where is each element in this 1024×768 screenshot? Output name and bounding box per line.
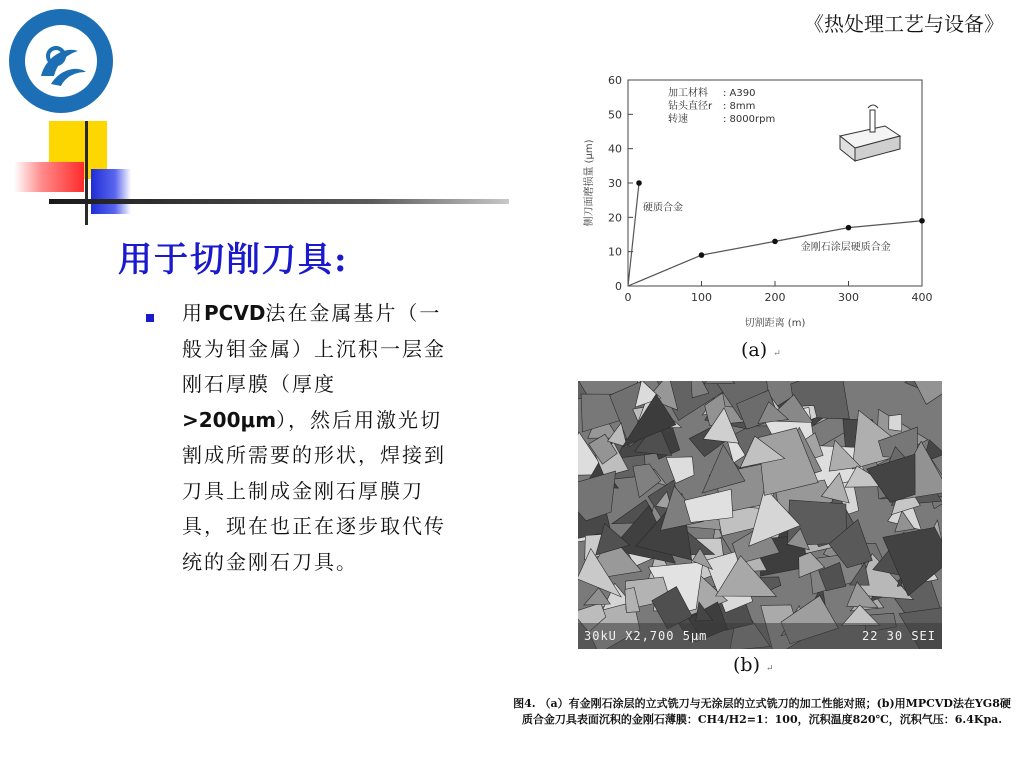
- decor-red-bar: [14, 162, 84, 192]
- bullet-rest: ），然后用激光切割成所需要的形状，焊接到刀具上制成金刚石厚膜刀具，现在也正在逐步取代传统的金刚石刀具。: [182, 407, 446, 574]
- x-tick-label: 0: [624, 291, 632, 304]
- info-value: : 8000rpm: [723, 114, 776, 125]
- milling-illustration-icon: [840, 105, 900, 161]
- sem-id-text: 22 30 SEI: [861, 629, 936, 643]
- pcvd-term: PCVD: [204, 301, 266, 325]
- x-axis-label: 切割距离 (m): [744, 318, 806, 329]
- bullet-mid: 法在金属基片（一般为钼金属）上沉积一层金刚石厚膜（厚度: [182, 301, 446, 396]
- thickness-value: >200μm: [182, 407, 277, 432]
- x-tick-label: 400: [911, 291, 933, 304]
- wear-chart-svg: [578, 66, 960, 336]
- y-tick-label: 30: [608, 177, 622, 190]
- sem-micrograph: [578, 381, 942, 649]
- data-point: [846, 225, 852, 231]
- subfigure-a-label: [741, 339, 781, 361]
- diamond-crystal-image: [578, 381, 942, 649]
- wear-chart: [578, 66, 960, 336]
- x-tick-label: 100: [691, 291, 712, 304]
- series-label-diamond-coated: 金刚石涂层硬质合金: [800, 241, 891, 253]
- y-tick-label: 20: [608, 211, 622, 225]
- decor-blue-square: [91, 169, 131, 214]
- sem-scale-text: 30kU X2,700 5μm: [584, 629, 708, 643]
- sub-a-text: (a): [741, 339, 768, 361]
- series-line: [628, 183, 639, 286]
- university-logo: [6, 6, 116, 116]
- data-point: [699, 252, 705, 258]
- info-value: : A390: [723, 88, 756, 99]
- subfigure-b-label: [733, 654, 774, 676]
- y-axis-label: 侧刀面磨损量 (μm): [584, 139, 595, 227]
- data-point: [919, 218, 925, 224]
- info-label: 钻头直径r: [668, 101, 713, 112]
- slide-heading: 用于切削刀具:: [118, 240, 349, 280]
- series-line: [628, 221, 922, 286]
- figure-caption: 图4. （a）有金刚石涂层的立式铣刀与无涂层的立式铣刀的加工性能对照；(b)用MPCVD法在YG8硬质合金刀具表面沉积的金刚石薄膜：CH4/H2=1：100，沉积温度820℃，沉积气压：6.4Kpa.: [513, 697, 1011, 726]
- return-mark-icon: ↵: [773, 349, 781, 359]
- series-label-carbide: 硬质合金: [643, 202, 684, 214]
- y-tick-label: 0: [615, 280, 622, 293]
- data-point: [636, 180, 642, 186]
- course-title: 《热处理工艺与设备》: [804, 12, 1004, 36]
- decor-vertical-line: [85, 121, 88, 225]
- return-mark-icon: ↵: [766, 664, 774, 674]
- y-tick-label: 60: [608, 74, 622, 87]
- y-tick-label: 10: [608, 245, 622, 259]
- decor-horizontal-line: [49, 199, 509, 204]
- y-tick-label: 50: [608, 108, 622, 122]
- x-tick-label: 300: [838, 291, 859, 304]
- info-label: 加工材料: [668, 88, 708, 99]
- y-tick-label: 40: [608, 142, 622, 156]
- bullet-text: [182, 296, 447, 580]
- info-value: : 8mm: [723, 101, 756, 112]
- info-label: 转速: [668, 114, 688, 125]
- sub-b-text: (b): [733, 654, 760, 676]
- x-tick-label: 200: [764, 291, 786, 304]
- data-point: [772, 239, 778, 245]
- bullet-marker: [146, 314, 154, 322]
- bullet-prefix: 用: [182, 301, 204, 325]
